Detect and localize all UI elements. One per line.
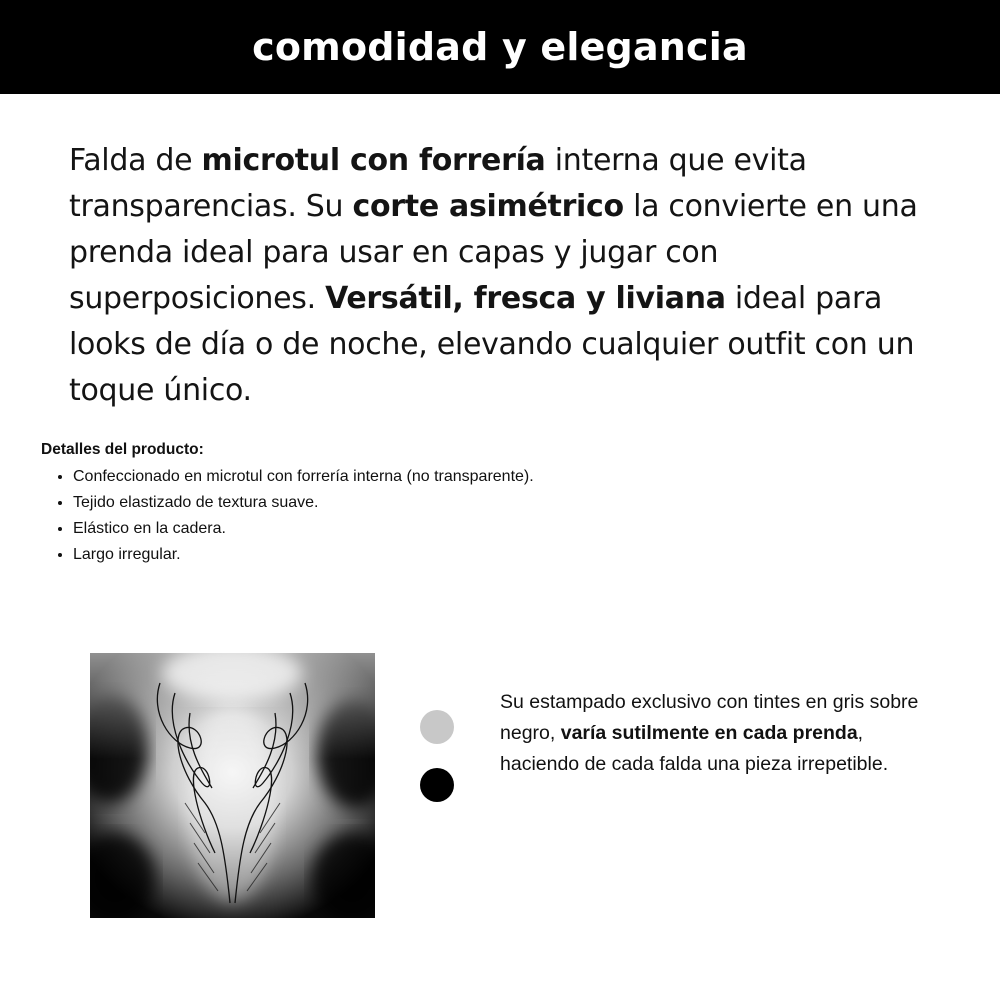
intro-bold-1: microtul con forrería	[201, 143, 546, 178]
details-item: • Largo irregular.	[73, 542, 941, 568]
details-item: • Elástico en la cadera.	[73, 516, 941, 542]
intro-text-3: la convierte en una prenda ideal para usar en capas y jugar con superposiciones.	[69, 189, 918, 316]
black-color-swatch	[420, 768, 454, 802]
print-description	[500, 687, 920, 780]
intro-bold-2: corte asimétrico	[352, 189, 624, 224]
intro-text-2: interna que evita transparencias. Su	[69, 143, 807, 224]
header-bar	[0, 0, 1000, 94]
product-details	[41, 441, 941, 568]
details-item: • Tejido elastizado de textura suave.	[73, 490, 941, 516]
intro-bold-3: Versátil, fresca y liviana	[325, 281, 726, 316]
details-title: Detalles del producto:	[41, 441, 204, 458]
details-list	[41, 464, 941, 568]
intro-text-1: Falda de	[69, 143, 202, 178]
print-pattern-image	[90, 653, 375, 918]
header-title: comodidad y elegancia	[252, 25, 748, 69]
grey-color-swatch	[420, 710, 454, 744]
print-desc-text-1: Su estampado exclusivo con tintes en gris sobre negro,	[500, 691, 919, 744]
print-desc-bold: varía sutilmente en cada prenda	[560, 722, 858, 744]
intro-paragraph	[69, 138, 939, 414]
print-desc-text-2: , haciendo de cada falda una pieza irrepetible.	[500, 722, 889, 775]
details-item: • Confeccionado en microtul con forrería interna (no transparente).	[73, 464, 941, 490]
print-pattern-graphic	[90, 653, 375, 918]
intro-text-4: ideal para looks de día o de noche, elevando cualquier outfit con un toque único.	[69, 281, 915, 408]
